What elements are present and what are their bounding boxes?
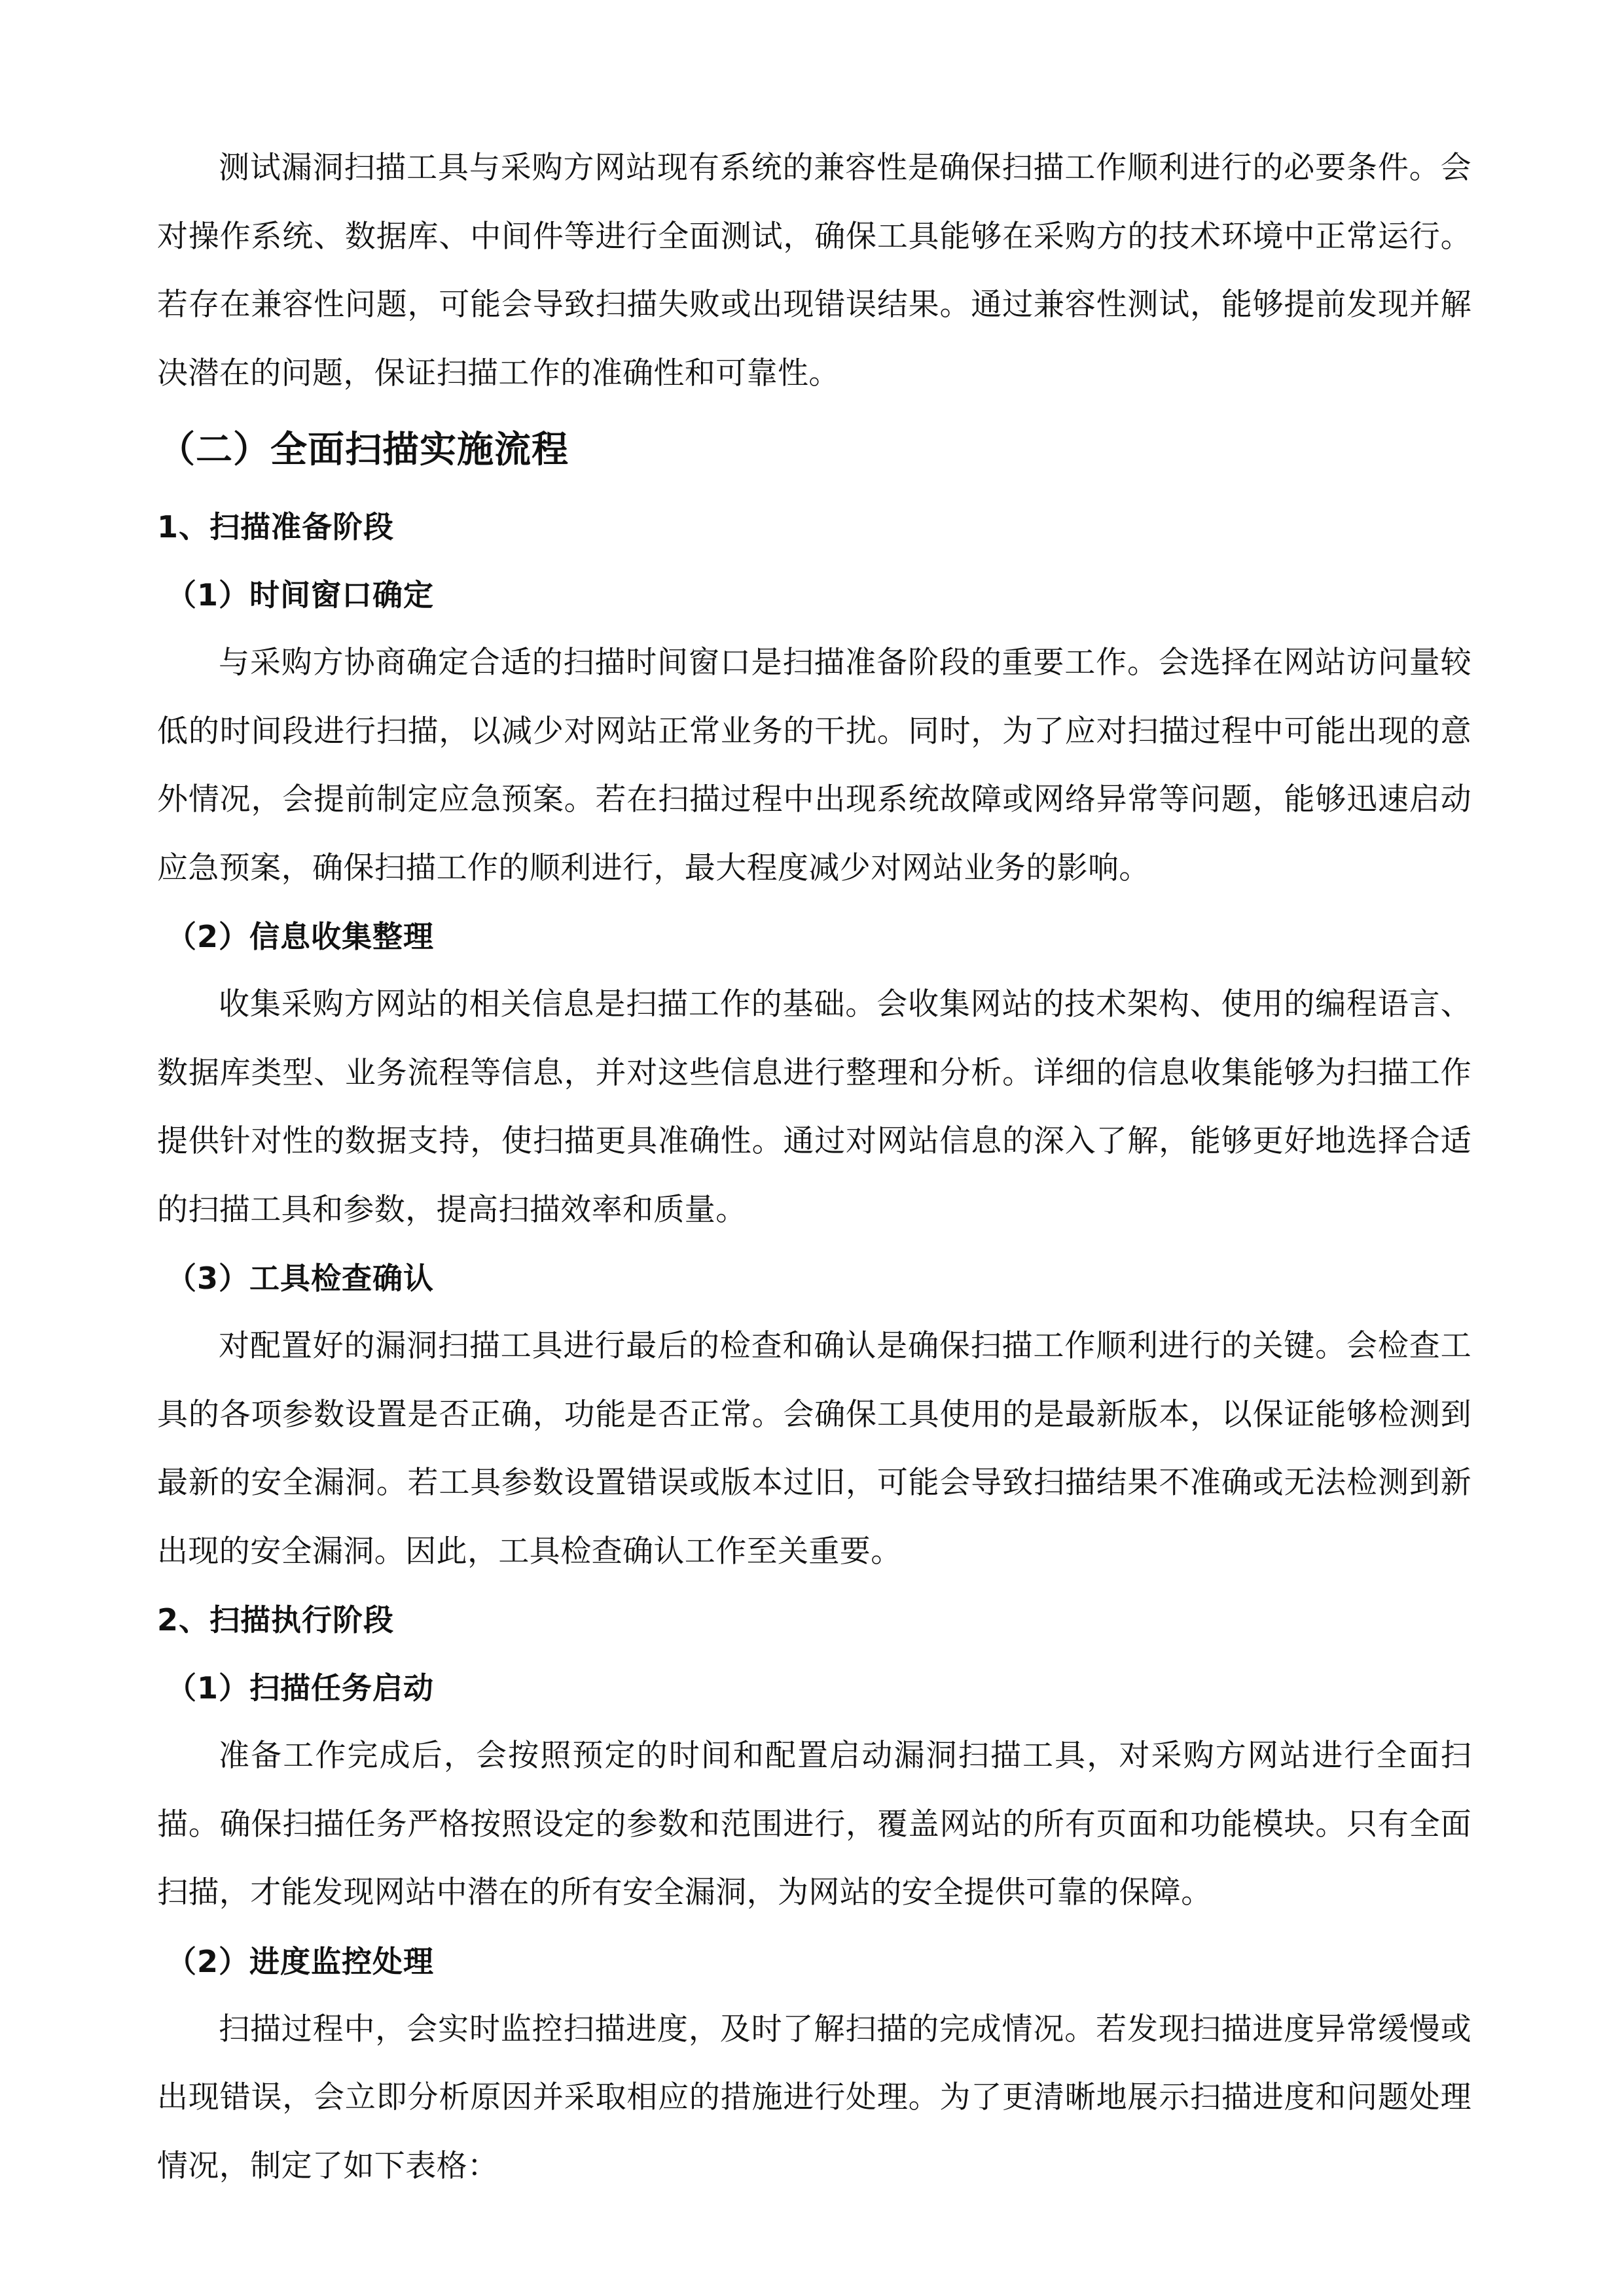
heading-time-window: （1）时间窗口确定 — [166, 577, 435, 613]
paragraph-progress-monitor: 扫描过程中，会实时监控扫描进度，及时了解扫描的完成情况。若发现扫描进度异常缓慢或出现错误，会立即分析原因并采取相应的措施进行处理。为了更清晰地展示扫描进度和问题处理情况，制定了如下表格： — [157, 2011, 1471, 2184]
heading-prepare-stage: 1、扫描准备阶段 — [157, 509, 395, 545]
heading-info-collection: （2）信息收集整理 — [166, 919, 435, 954]
paragraph-time-window: 与采购方协商确定合适的扫描时间窗口是扫描准备阶段的重要工作。会选择在网站访问量较低的时间段进行扫描，以减少对网站正常业务的干扰。同时，为了应对扫描过程中可能出现的意外情况，会提前制定应急预案。若在扫描过程中出现系统故障或网络异常等问题，能够迅速启动应急预案，确保扫描工作的顺利进行，最大程度减少对网站业务的影响。 — [157, 645, 1471, 886]
heading-tool-check: （3）工具检查确认 — [166, 1261, 435, 1296]
paragraph-tool-check: 对配置好的漏洞扫描工具进行最后的检查和确认是确保扫描工作顺利进行的关键。会检查工具的各项参数设置是否正确，功能是否正常。会确保工具使用的是最新版本，以保证能够检测到最新的安全漏洞。若工具参数设置错误或版本过旧，可能会导致扫描结果不准确或无法检测到新出现的安全漏洞。因此，工具检查确认工作至关重要。 — [157, 1328, 1471, 1570]
heading-execute-stage: 2、扫描执行阶段 — [157, 1602, 395, 1638]
heading-task-start: （1）扫描任务启动 — [166, 1670, 435, 1706]
paragraph-task-start: 准备工作完成后，会按照预定的时间和配置启动漏洞扫描工具，对采购方网站进行全面扫描。确保扫描任务严格按照设定的参数和范围进行，覆盖网站的所有页面和功能模块。只有全面扫描，才能发现网站中潜在的所有安全漏洞，为网站的安全提供可靠的保障。 — [157, 1738, 1471, 1910]
heading-progress-monitor: （2）进度监控处理 — [166, 1943, 435, 1979]
paragraph-info-collection: 收集采购方网站的相关信息是扫描工作的基础。会收集网站的技术架构、使用的编程语言、数据库类型、业务流程等信息，并对这些信息进行整理和分析。详细的信息收集能够为扫描工作提供针对性的数据支持，使扫描更具准确性。通过对网站信息的深入了解，能够更好地选择合适的扫描工具和参数，提高扫描效率和质量。 — [157, 986, 1471, 1228]
paragraph-compatibility: 测试漏洞扫描工具与采购方网站现有系统的兼容性是确保扫描工作顺利进行的必要条件。会对操作系统、数据库、中间件等进行全面测试，确保工具能够在采购方的技术环境中正常运行。若存在兼容性问题，可能会导致扫描失败或出现错误结果。通过兼容性测试，能够提前发现并解决潜在的问题，保证扫描工作的准确性和可靠性。 — [157, 150, 1471, 391]
heading-scan-flow: （二）全面扫描实施流程 — [158, 429, 569, 471]
document-body — [157, 134, 1471, 2200]
